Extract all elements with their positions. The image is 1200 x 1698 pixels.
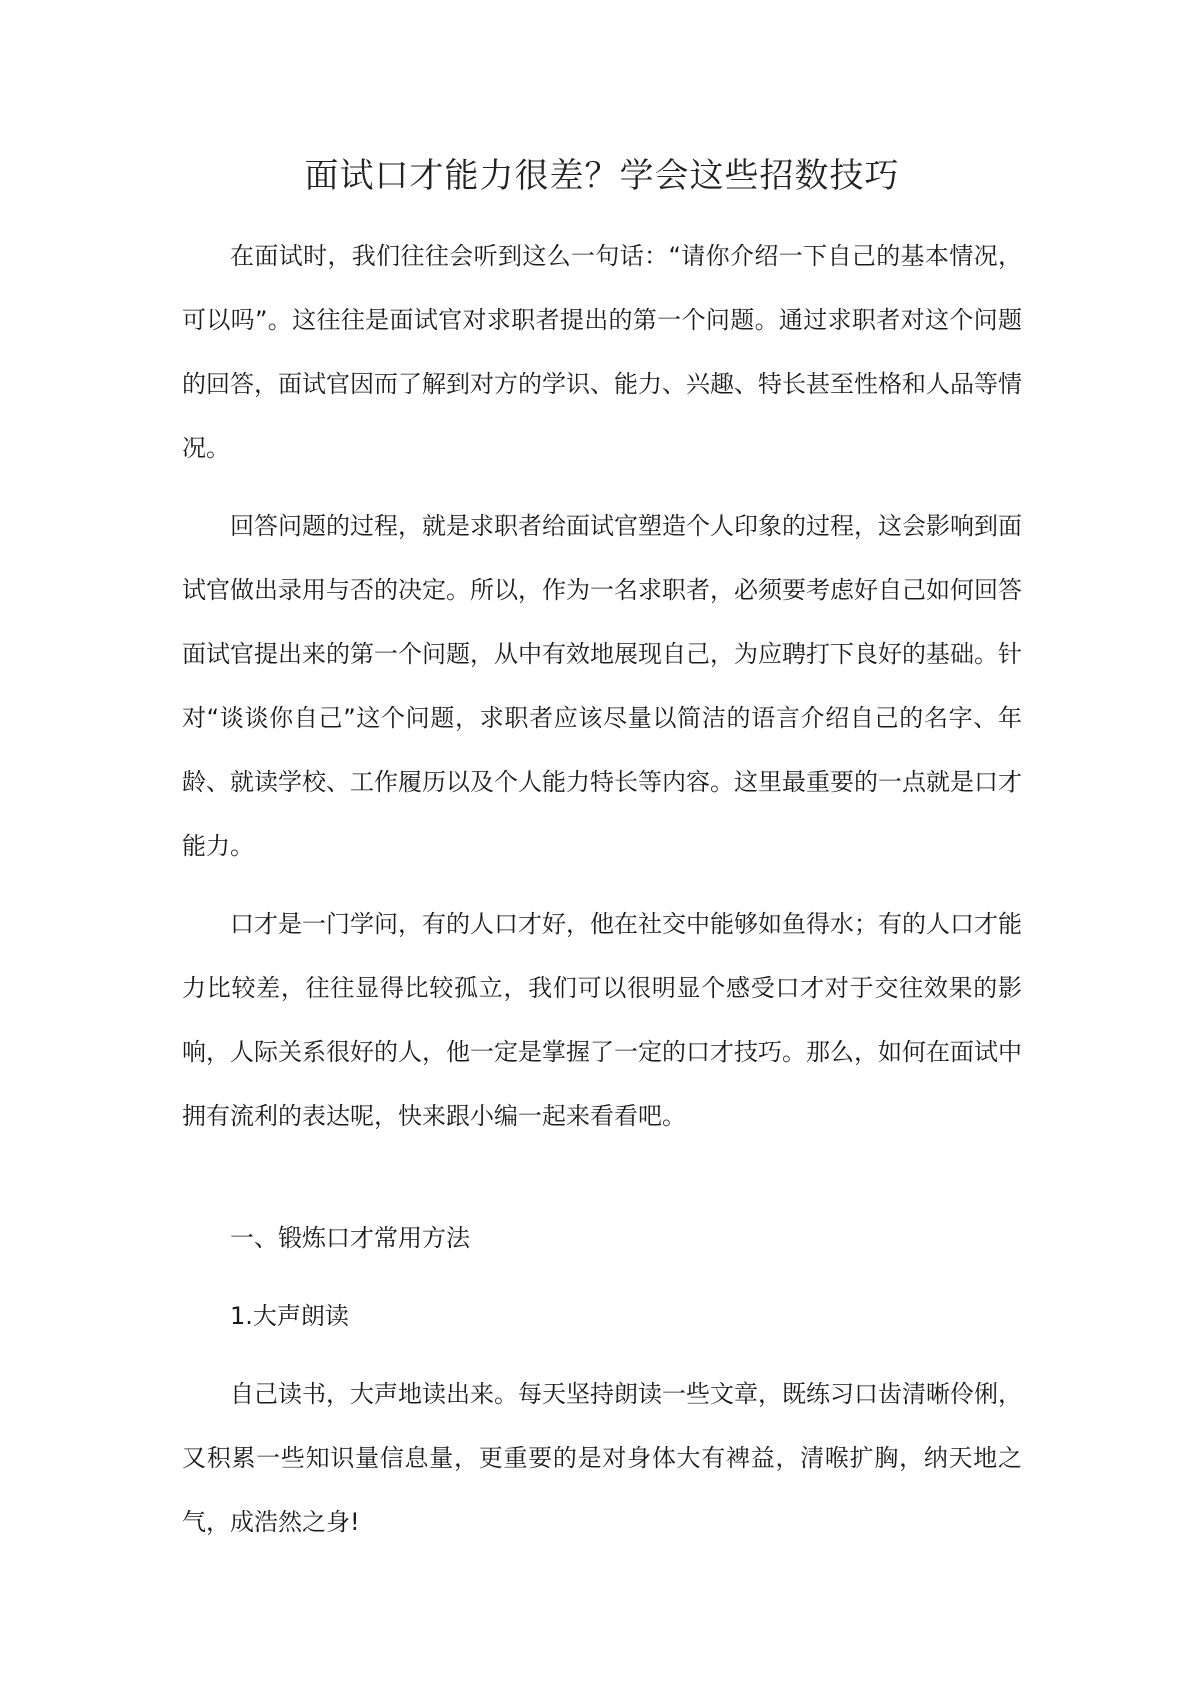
section-spacer — [182, 1162, 1022, 1206]
intro-paragraph-3: 口才是一门学问，有的人口才好，他在社交中能够如鱼得水；有的人口才能力比较差，往往显得比较孤立，我们可以很明显个感受口才对于交往效果的影响，人际关系很好的人，他一定是掌握了一定的口才技巧。那么，如何在面试中拥有流利的表达呢，快来跟小编一起来看看吧。 — [182, 910, 1022, 1130]
intro-paragraph-2: 回答问题的过程，就是求职者给面试官塑造个人印象的过程，这会影响到面试官做出录用与否的决定。所以，作为一名求职者，必须要考虑好自己如何回答面试官提出来的第一个问题，从中有效地展现自己，为应聘打下良好的基础。针对“谈谈你自己”这个问题，求职者应该尽量以简洁的语言介绍自己的名字、年龄、就读学校、工作履历以及个人能力特长等内容。这里最重要的一点就是口才能力。 — [182, 512, 1022, 860]
sub-paragraph: 自己读书，大声地读出来。每天坚持朗读一些文章，既练习口齿清晰伶俐，又积累一些知识量信息量，更重要的是对身体大有裨益，清喉扩胸，纳天地之气，成浩然之身! — [182, 1380, 1022, 1536]
intro-paragraph-1: 在面试时，我们往往会听到这么一句话：“请你介绍一下自己的基本情况，可以吗”。这往往是面试官对求职者提出的第一个问题。通过求职者对这个问题的回答，面试官因而了解到对方的学识、能力、兴趣、特长甚至性格和人品等情况。 — [182, 242, 1022, 462]
subheading: 1.大声朗读 — [230, 1302, 349, 1330]
section-heading: 一、锻炼口才常用方法 — [230, 1224, 470, 1252]
document-page — [182, 150, 1022, 1568]
document-title: 面试口才能力很差？学会这些招数技巧 — [304, 156, 900, 196]
